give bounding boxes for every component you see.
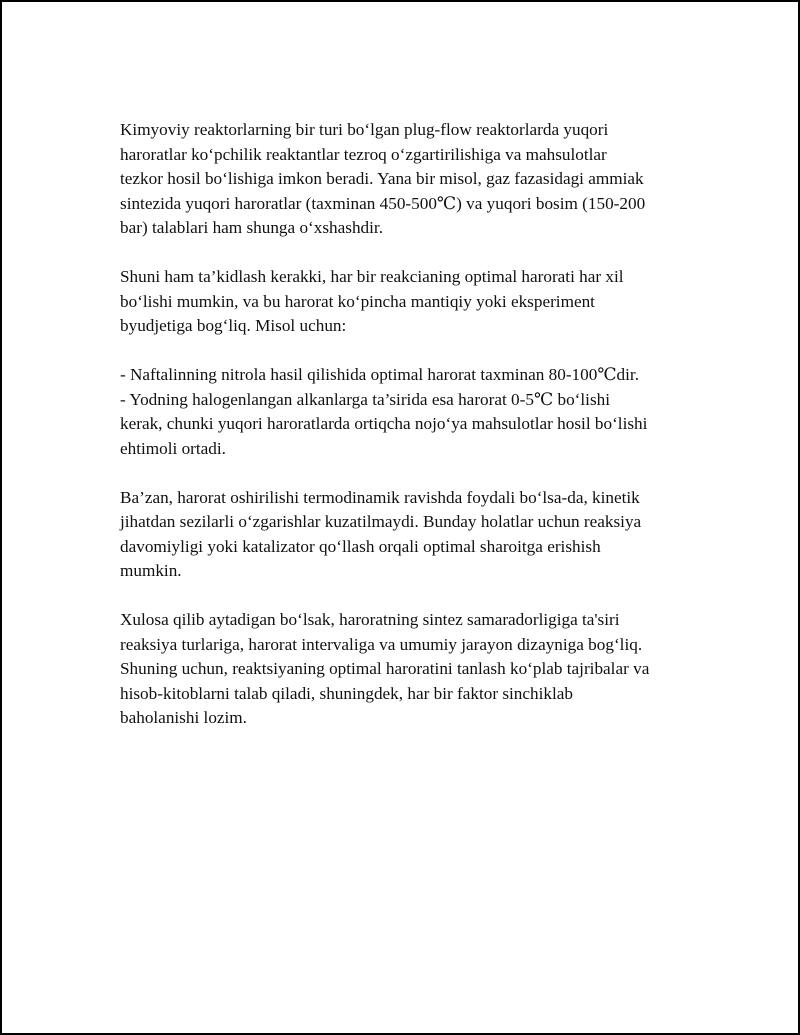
paragraph-line: Shuning uchun, reaktsiyaning optimal haroratini tanlash ko‘plab tajribalar va <box>120 659 650 678</box>
list-item-line: - Yodning halogenlangan alkanlarga ta’sirida esa harorat 0-5℃ bo‘lishi <box>120 389 611 409</box>
paragraph-line: bar) talablari ham shunga o‘xshashdir. <box>120 218 383 237</box>
paragraph-line: sintezida yuqori haroratlar (taxminan 450-500℃) va yuqori bosim (150-200 <box>120 193 646 213</box>
paragraph-line: haroratlar ko‘pchilik reaktantlar tezroq o‘zgartirilishiga va mahsulotlar <box>120 144 607 164</box>
paragraph-line: baholanishi lozim. <box>120 708 247 727</box>
paragraph-line: Kimyoviy reaktorlarning bir turi bo‘lgan plug-flow reaktorlarda yuqori <box>120 120 609 139</box>
document-body <box>120 118 700 755</box>
paragraph-line: Ba’zan, harorat oshirilishi termodinamik ravishda foydali bo‘lsa-da, kinetik <box>120 487 640 507</box>
paragraph-3-list <box>120 363 700 461</box>
paragraph-line: byudjetiga bog‘liq. Misol uchun: <box>120 316 347 335</box>
paragraph-line: Shuni ham ta’kidlash kerakki, har bir reakcianing optimal harorati har xil <box>120 267 624 286</box>
paragraph-line: davomiyligi yoki katalizator qo‘llash orqali optimal sharoitga erishish <box>120 536 601 556</box>
paragraph-line: mumkin. <box>120 561 182 580</box>
paragraph-line: jihatdan sezilarli o‘zgarishlar kuzatilmaydi. Bunday holatlar uchun reaksiya <box>120 512 642 531</box>
list-item-line: - Naftalinning nitrola hasil qilishida optimal harorat taxminan 80-100℃dir. <box>120 365 639 384</box>
paragraph-2 <box>120 265 700 339</box>
list-item-line: kerak, chunki yuqori haroratlarda ortiqcha nojo‘ya mahsulotlar hosil bo‘lishi <box>120 414 648 433</box>
paragraph-line: Xulosa qilib aytadigan bo‘lsak, haroratning sintez samaradorligiga ta'siri <box>120 610 620 629</box>
paragraph-line: bo‘lishi mumkin, va bu harorat ko‘pincha mantiqiy yoki eksperiment <box>120 291 595 311</box>
paragraph-1 <box>120 118 700 241</box>
list-item-line: ehtimoli ortadi. <box>120 438 226 458</box>
paragraph-4 <box>120 486 700 584</box>
paragraph-line: reaksiya turlariga, harorat intervaliga va umumiy jarayon dizayniga bog‘liq. <box>120 634 643 654</box>
paragraph-line: tezkor hosil bo‘lishiga imkon beradi. Yana bir misol, gaz fazasidagi ammiak <box>120 169 644 188</box>
paragraph-line: hisob-kitoblarni talab qiladi, shuningdek, har bir faktor sinchiklab <box>120 683 573 703</box>
paragraph-5 <box>120 608 700 731</box>
